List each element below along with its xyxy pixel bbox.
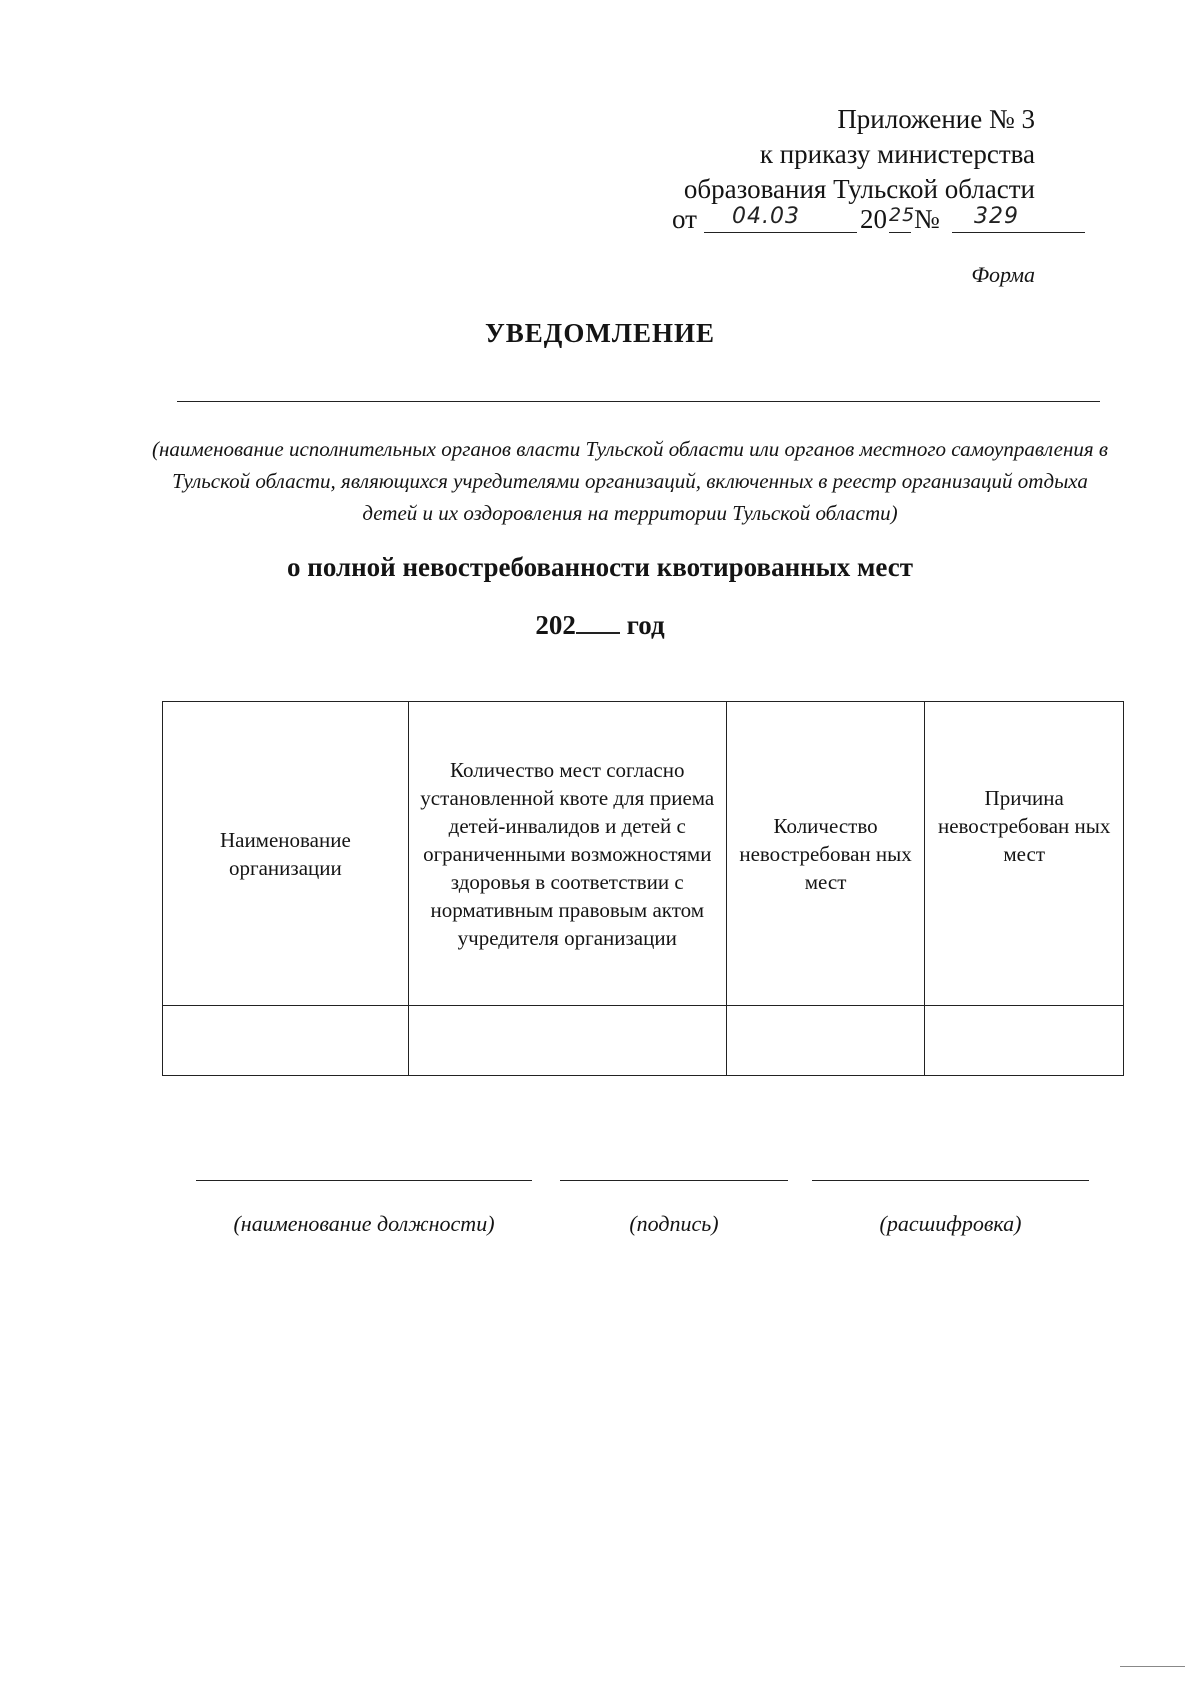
authority-name-caption: (наименование исполнительных органов власти Тульской области или органов местного самоуправления в Тульской области, являющихся учредителями организаций, включенных в реестр организаций отдыха детей и их оздоровления на территории Тульской области) [151, 437, 1109, 525]
document-subtitle: о полной невостребованности квотированных мест [287, 552, 913, 582]
decoding-caption: (расшифровка) [879, 1211, 1022, 1236]
table-cell [925, 1006, 1124, 1076]
appendix-order-line: к приказу министерства [759, 139, 1035, 169]
year-blank [576, 610, 620, 634]
document-title: УВЕДОМЛЕНИЕ [484, 318, 716, 348]
table-cell [726, 1006, 925, 1076]
order-date-number-line [672, 204, 1035, 240]
year-suffix: год [626, 610, 665, 640]
appendix-ministry-line: образования Тульской области [683, 174, 1035, 204]
decoding-blank-line [812, 1180, 1089, 1181]
header-cell-quota-places: Количество мест согласно установленной квоте для приема детей-инвалидов и детей с ограниченными возможностями здоровья в соответствии с нормативным правовым актом учредителя организации [408, 702, 726, 1006]
order-year-prefix: 20 [860, 204, 887, 234]
position-caption: (наименование должности) [233, 1211, 495, 1236]
position-blank-line [196, 1180, 532, 1181]
order-date-field [704, 204, 857, 233]
order-year-field [889, 204, 916, 233]
number-label: № [914, 204, 940, 234]
signature-caption: (подпись) [629, 1211, 719, 1236]
order-number-handwritten: 329 [974, 204, 1019, 229]
signature-blank-line [560, 1180, 788, 1181]
appendix-number: Приложение № 3 [837, 104, 1035, 134]
order-number-field [952, 204, 1085, 233]
table-row [163, 1006, 1124, 1076]
header-cell-organization: Наименование организации [163, 702, 409, 1006]
table-header-row [163, 702, 1124, 1006]
header-cell-reason [925, 702, 1124, 1006]
year-line [0, 610, 1200, 641]
table-cell [163, 1006, 409, 1076]
year-prefix: 202 [535, 610, 576, 640]
table-cell [408, 1006, 726, 1076]
header-cell-unclaimed-count: Количество невостребован ных мест [726, 702, 925, 1006]
order-year-handwritten: 25 [889, 204, 916, 226]
authority-name-blank-line [177, 401, 1100, 402]
order-date-handwritten: 04.03 [732, 204, 800, 229]
from-label: от [672, 204, 697, 234]
header-reason-text: Причина невостребован ных мест [937, 785, 1111, 866]
form-label: Форма [971, 262, 1035, 287]
quota-table [162, 701, 1124, 1076]
page-corner-mark [1120, 1666, 1185, 1667]
